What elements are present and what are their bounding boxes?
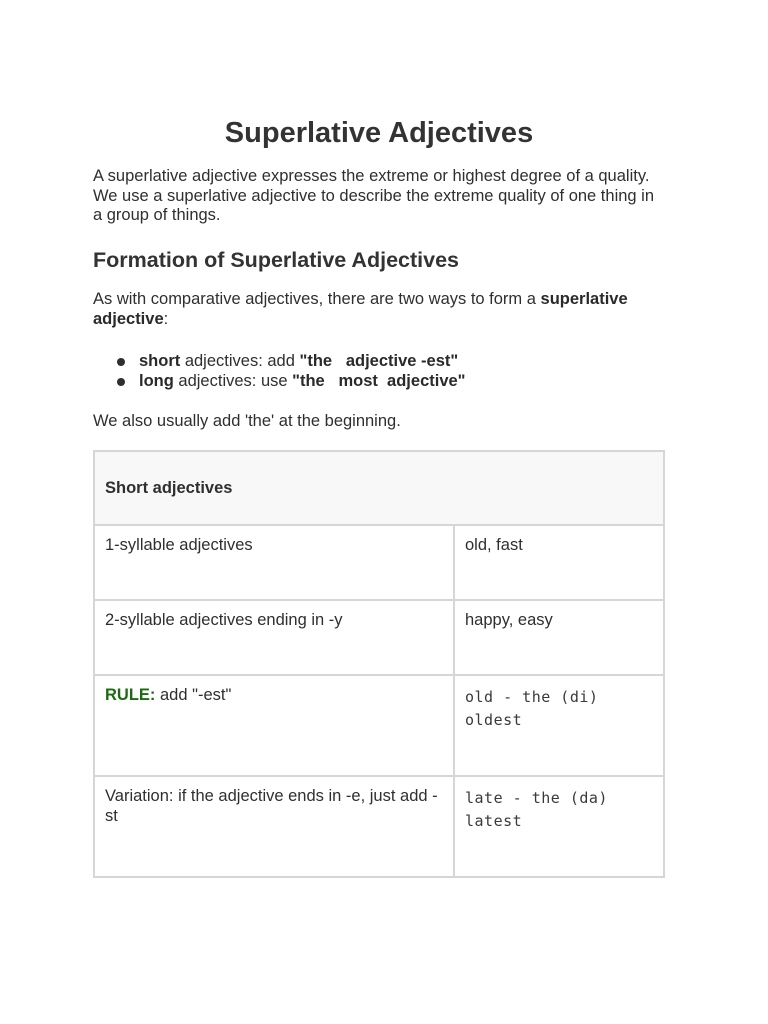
page-title: Superlative Adjectives — [224, 117, 534, 149]
table-header-row — [94, 451, 664, 525]
bullet-text: adjectives: use — [173, 371, 293, 390]
bullet-rule: "the adjective -est" — [299, 352, 459, 370]
bullet-icon — [117, 378, 125, 386]
table-cell-example: late - the (da) latest — [454, 776, 664, 877]
table-cell: 1-syllable adjectives — [94, 525, 454, 600]
table-row — [94, 525, 664, 600]
rule-text: add "-est" — [155, 686, 232, 704]
note-paragraph: We also usually add 'the' at the beginning. — [93, 412, 401, 430]
intro-paragraph: A superlative adjective expresses the extreme or highest degree of a quality. We use a superlative adjective to describe the extreme quality of one thing in a group of things. — [93, 167, 655, 224]
bullet-term: long — [139, 371, 174, 390]
short-adjectives-table — [93, 450, 665, 878]
table-cell: 2-syllable adjectives ending in -y — [94, 600, 454, 675]
bullet-text: adjectives: add — [180, 352, 300, 370]
formation-bullet-list — [93, 352, 665, 391]
formation-bold-term: superlative adjective — [93, 290, 628, 328]
bullet-term: short — [139, 352, 181, 370]
table-header: Short adjectives — [94, 451, 664, 525]
table-cell-example: old - the (di) oldest — [454, 675, 664, 776]
table-cell: old, fast — [454, 525, 664, 600]
table-cell: Variation: if the adjective ends in -e, just add -st — [94, 776, 454, 877]
rule-label: RULE: — [105, 686, 156, 704]
formation-paragraph — [93, 290, 665, 329]
section-heading: Formation of Superlative Adjectives — [93, 248, 459, 272]
table-row — [94, 675, 664, 776]
table-row — [94, 776, 664, 877]
bullet-rule: "the most adjective" — [292, 371, 466, 390]
formation-colon: : — [163, 309, 169, 328]
bullet-icon — [117, 358, 125, 366]
list-item — [93, 352, 665, 372]
list-item — [93, 372, 665, 392]
table-cell — [94, 675, 454, 776]
formation-text: As with comparative adjectives, there are two ways to form a — [93, 290, 541, 308]
table-row — [94, 600, 664, 675]
table-cell: happy, easy — [454, 600, 664, 675]
